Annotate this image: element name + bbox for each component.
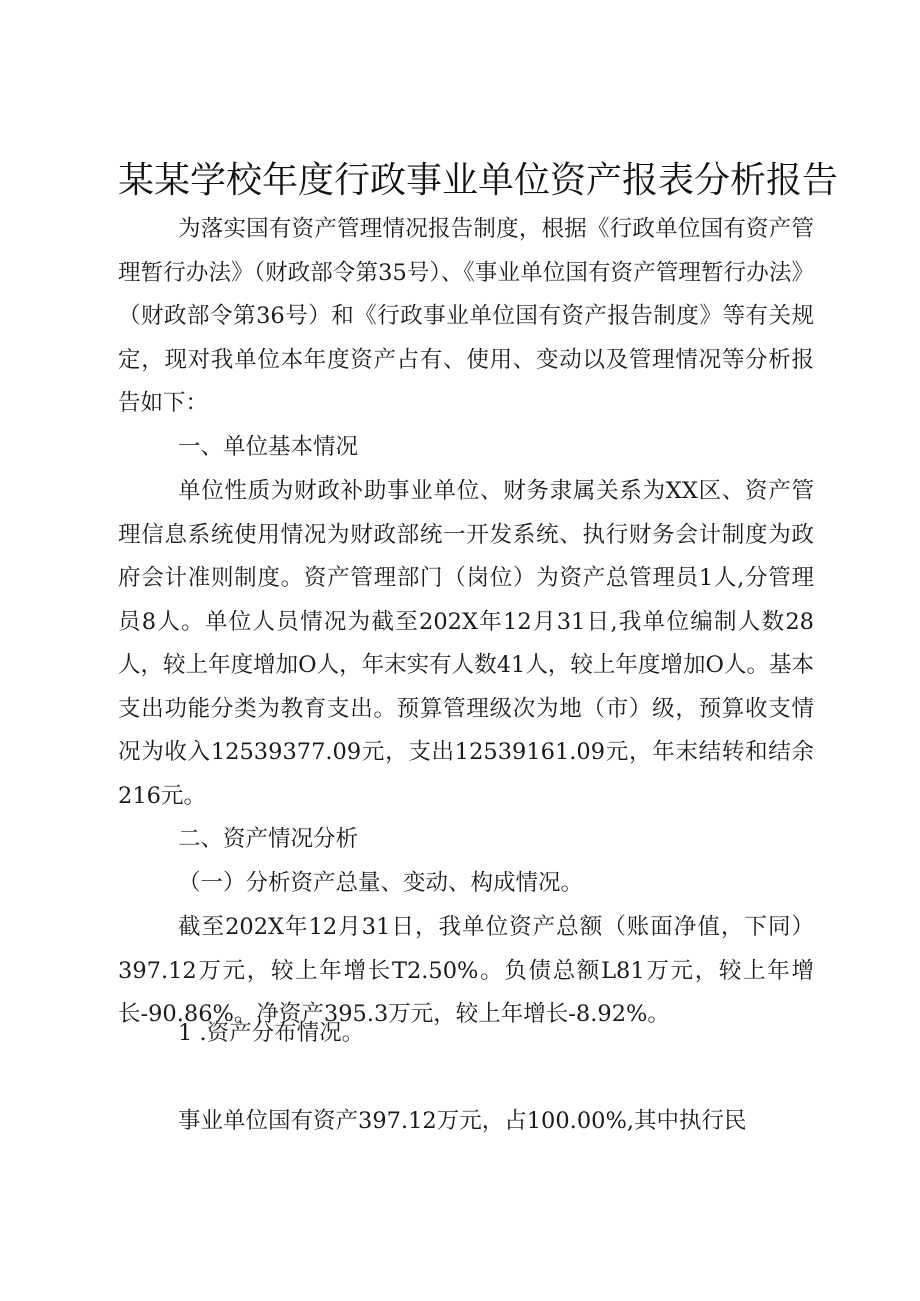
basic-info-paragraph: 单位性质为财政补助事业单位、财务隶属关系为XX区、资产管理信息系统使用情况为财政部统一开发系统、执行财务会计制度为政府会计准则制度。资产管理部门（岗位）为资产总管理员1人,分管理员8人。单位人员情况为截至202X年12月31日,我单位编制人数28人，较上年度增加O人，年末实有人数41人，较上年度增加O人。基本支出功能分类为教育支出。预算管理级次为地（市）级，预算收支情况为收入12539377.09元，支出12539161.09元，年末结转和结余216元。 xyxy=(118,478,814,809)
intro-paragraph: 为落实国有资产管理情况报告制度，根据《行政单位国有资产管理暂行办法》（财政部令第35号）、《事业单位国有资产管理暂行办法》（财政部令第36号）和《行政事业单位国有资产报告制度》等有关规定，现对我单位本年度资产占有、使用、变动以及管理情况等分析报告如下： xyxy=(118,216,814,416)
document-title: 某某学校年度行政事业单位资产报表分析报告 xyxy=(118,160,839,201)
asset-total-paragraph: 截至202X年12月31日，我单位资产总额（账面净值，下同）397.12万元，较上年增长T2.50%。负债总额L81万元，较上年增长-90.86%。净资产395.3万元，较上年增长-8.92%。 xyxy=(118,914,814,1027)
item-heading-asset-distribution: 1 .资产分布情况。 xyxy=(178,1020,365,1046)
asset-distribution-paragraph: 事业单位国有资产397.12万元，占100.00%,其中执行民 xyxy=(178,1108,747,1134)
subsection-heading-asset-total: （一）分析资产总量、变动、构成情况。 xyxy=(178,870,584,896)
section-heading-asset-analysis: 二、资产情况分析 xyxy=(178,826,359,852)
section-heading-basic-info: 一、单位基本情况 xyxy=(178,434,359,460)
